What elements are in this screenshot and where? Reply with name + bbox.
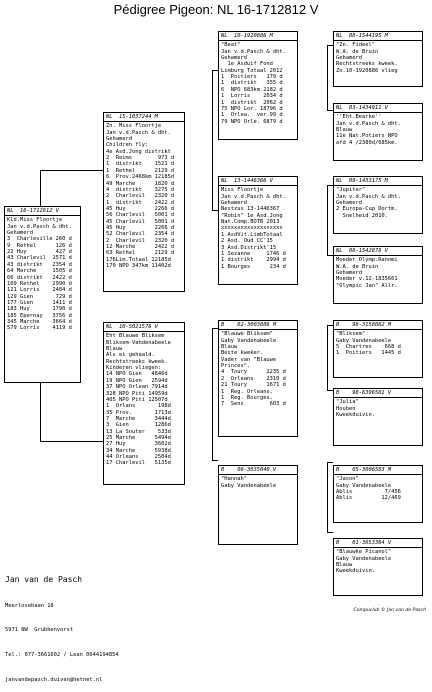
pigeon-name: Miss Floortje [221,187,264,194]
pedigree-line: 25 Marche 5494d [106,434,171,441]
pedigree-line: Zn.10-1920886 vlieg [336,67,398,74]
pedigree-line: 43 Charlevil 1571 d [7,255,72,262]
pedigree-line: W.A. de Bruin [336,48,379,55]
pedigree-line: "Robin" 1e Asd.Jong [221,212,283,219]
pedigree-line: 1 Reg. Orleans. [221,388,273,395]
owner-name: Jan van de Pasch [5,575,83,585]
pedigree-line: Gehamerd [221,55,247,62]
pigeon-name: "Bliksem" [336,331,366,338]
pedigree-line: Ablis 7/456 [336,489,401,496]
pedigree-line: 45 Huy 2266 d [106,224,175,231]
pigeon-name: "Jupiter" [336,187,366,194]
connector-line [327,45,328,110]
pedigree-line: Beste kweker. [221,350,264,357]
pedigree-line: 27 Huy 3602d [106,441,171,448]
ring-number: NL 08-1544195 M [334,33,422,41]
pedigree-line: 405 NPO Piti 12507d [106,396,168,403]
pedigree-line: 3 Gien 1286d [106,422,171,429]
pedigree-line: "Olympic Jan" Allr. [336,282,398,289]
pedigree-line: 1 Poitiers 1445 d [336,350,401,357]
pedigree-line: Blauw [336,127,353,134]
pedigree-line: Gehamerd [336,200,362,207]
pedigree-line: Bliksem-Vandenabeele [106,339,171,346]
owner-info [5,558,119,692]
pedigree-line: Blauw [106,346,123,353]
pedigree-line: 121 Lorris 2404 d [7,287,72,294]
sire-dam-dam-card [333,246,423,304]
pigeon-name: Moeder Olymp.Ranomi [336,257,398,264]
pedigree-line: 6 NPO 683km 2182 d [221,86,283,93]
pedigree-line: 35 Prov. 1713d [106,409,171,416]
pedigree-line: Nat.Comp.BOTB 2013 [221,219,280,226]
pedigree-line: Jan v.d.Pasch & dht. [221,193,286,200]
dam-dam-dam-card [333,538,423,596]
pedigree-line: 1 Sezanne 1746 d [221,250,286,257]
dam-card [103,322,185,485]
pigeon-name: "Blauwe Bliksem" [221,331,273,338]
pedigree-line: Moeder v.12-1835661 [336,276,398,283]
connector-line [40,383,41,441]
pedigree-line: 1 distrikt 2994 d [221,257,286,264]
pedigree-line: 1 Reg. Bourges. [221,394,273,401]
pigeon-name: ''Eht.Bearke'' [336,114,382,121]
sire-dam-sire-card [333,176,423,234]
ring-number: NL 03-1434911 V [334,105,422,113]
owner-address: Meerlosebaan 18 [5,602,54,609]
pedigree-line: 12 Marche 2422 d [106,243,175,250]
page-title: Pédigree Pigeon: NL 16-1712812 V [113,2,319,17]
pedigree-line: 3 Asd.Distrikt'15 [221,244,277,251]
pedigree-line: 43 distrikt 2354 d [7,261,72,268]
pedigree-line: 2 Orleans 2310 d [221,375,286,382]
pedigree-line: Houben [336,405,356,412]
pedigree-line: 49 Marche 1820 d [106,180,175,187]
pedigree-line: 9 Rethel 126 d [7,242,72,249]
pedigree-line: 1 distrikt 1521 d [106,161,175,168]
pedigree-line: 1 Orlans 198d [106,403,171,410]
pedigree-line: W.A. de Bruin [336,263,379,270]
pedigree-line: Gehamerd [7,230,33,237]
dam-sire-card [218,320,298,437]
pedigree-line: 1 AsdVit.LimbTotaal [221,231,283,238]
pedigree-line: Jan v.d.Pasch & dht. [106,129,171,136]
pigeon-name: "Hannah" [221,476,247,483]
pedigree-line: 1e Asduif Fond [221,61,273,68]
pedigree-line: Gaby Vandenabeele [336,482,392,489]
connector-line [212,460,218,461]
connector-line [327,185,328,255]
pedigree-line: Rechtstreeks kweek. [106,358,168,365]
owner-email: janvandepasch.duiven@hetnet.nl [5,676,103,683]
owner-phone: Tel.: 077-3661602 / Lean 0644194854 [5,652,119,659]
pedigree-line: 44 Orleans 2504d [106,453,171,460]
pedigree-line: Jan v.d.Pasch & dht. [221,48,286,55]
pedigree-line: 56 Charlevil 5001 d [106,212,175,219]
pigeon-name: "Blauwke Picanol" [336,549,392,556]
pigeon-name: "Beat" [221,42,241,49]
connector-line [327,462,328,532]
pedigree-line: 7 Sens 603 d [221,401,286,408]
pedigree-line: 45 Charlevil 5001 d [106,218,175,225]
pedigree-line: 7 Marche 3444d [106,415,171,422]
pedigree-line: Limburg Totaal 2012 [221,67,283,74]
pedigree-line: 579 Lorris 4119 d [7,325,72,332]
pedigree-line: Kinderen vliegen: [106,365,162,372]
pedigree-line: 79 NPO Orle. 6879 d [221,118,283,125]
pedigree-line: 1 distrikt 355 d [221,80,283,87]
ring-number: B 98-3158062 M [334,322,422,330]
pedigree-line: Als ei gehaald. [106,352,155,359]
ring-number: NL 10-1920886 M [219,33,297,41]
pedigree-line: 1 Bourges 234 d [221,263,286,270]
pedigree-line: 176Lim.Totaal 12185d [106,256,171,263]
ring-number: NL 13-1446366 V [219,178,297,186]
pedigree-line: 1 distrikt 2062 d [221,99,283,106]
pedigree-line: 3 Charleville 260 d [7,236,72,243]
pedigree-line: Princes". [221,363,251,370]
pigeon-name: Zn. Miss Floortje [106,123,162,130]
pedigree-line: 183 Huy 1790 d [7,306,72,313]
sire-card [103,112,185,292]
pedigree-line: Snelheid 2010. [336,212,388,219]
pedigree-line: Gaby Vandenabeele [336,337,392,344]
connector-line [40,441,103,442]
ring-number: B 01-3053364 V [334,540,422,548]
pedigree-line: 75 NPO Lor. 18796 d [221,105,283,112]
connector-line [40,170,41,206]
pedigree-line: 21 Toury 1671 d [221,382,286,389]
pedigree-line: 13 La Souter 533d [106,428,171,435]
pedigree-line: 1 distrikt 2422 d [106,199,175,206]
pedigree-line: 177 Gien 1411 d [7,299,72,306]
ring-number: NL 09-1433175 M [334,178,422,186]
pedigree-line: 66 distrikt 2422 d [7,274,72,281]
pedigree-line: Gehamerd [221,200,247,207]
dam-sire-sire-card [333,320,423,378]
pedigree-line: Vader van "Blauwe [221,356,277,363]
pedigree-line: Jan v.d.Pasch & dht. [336,193,401,200]
ring-number: B 08-3035040 V [219,467,297,475]
pedigree-line: Kweekduivin. [336,412,375,419]
footer-credit: Compuclub © Jan van de Pasch [353,608,426,613]
pedigree-line: 63 Rethel 2129 d [106,250,175,257]
pedigree-line: 52 Charlevil 2354 d [106,231,175,238]
pedigree-line: 11e Nat.Potiers NPO [336,133,398,140]
pedigree-line: Jan v.d.Pasch & dht. [336,120,401,127]
sire-sire-card [218,31,298,140]
sire-sire-dam-card [333,103,423,161]
pedigree-line: 2 Europa-Cup Dortm. [336,206,398,213]
pedigree-line: Ablis 12/469 [336,495,401,502]
pedigree-line: 328 NPO Piti 14959d [106,390,168,397]
pedigree-line: 1 Rethel 2129 d [106,167,175,174]
pedigree-line: 22 Huy 427 d [7,249,72,256]
pedigree-line: 64 Marche 1505 d [7,268,72,275]
pedigree-line: Gehamerd [336,55,362,62]
pedigree-line: 5 Chartres 668 d [336,344,401,351]
pedigree-line: 17 Charlevil 5135d [106,460,171,467]
pedigree-line: 6 Prov.2468km 12185d [106,174,175,181]
pedigree-line: Blauw [221,344,238,351]
dam-dam-card [218,465,298,545]
pedigree-line: 1 Orlea. ver.99 d [221,112,283,119]
ring-number: B 05-3006503 M [334,467,422,475]
pedigree-line: Nestzus 13-1446367 [221,206,280,213]
pedigree-line: Rechtstreeks kweek. [336,61,398,68]
connector-line [212,328,213,460]
pedigree-line: 1 Poitiers 179 d [221,74,283,81]
pedigree-line: Gaby Vandenabeele [221,337,277,344]
pedigree-line: 4e Asd.Jong distrikt [106,148,171,155]
subject-pigeon-card [4,206,81,383]
pedigree-line: 2 Charlevil 2320 d [106,237,175,244]
pedigree-line: Jan v.d.Pasch & dht. [7,223,72,230]
pedigree-line: 2 Charlevil 2320 d [106,193,175,200]
pedigree-line: 4 Toury 2235 d [221,369,286,376]
pedigree-line: afd 4 /2380d/685km. [336,139,398,146]
connector-line [212,70,213,210]
connector-line [327,325,328,390]
connector-line [327,532,333,533]
dam-dam-sire-card [333,465,423,523]
pedigree-line: Blauw [336,562,353,569]
pedigree-line: Gehamerd [106,136,132,143]
pedigree-line: Kweekduivin. [336,568,375,575]
ring-number: NL 15-1037244 M [104,114,184,122]
pedigree-line: 2 Asd. Oud CC'15 [221,238,273,245]
pedigree-line: 4 distrikt 3275 d [106,186,175,193]
ring-number: NL 10-5021576 V [104,324,184,332]
ring-number: NL 08-1542878 V [334,248,422,256]
pedigree-line: Gaby Vandenabeele [336,555,392,562]
pedigree-line: Children fly: [106,142,149,149]
connector-line [40,170,103,171]
pigeon-name: "Zn. Fideel" [336,42,375,49]
pedigree-line: 14 NPO Gien 4846d [106,371,168,378]
pedigree-line: 1 Lorris 2034 d [221,93,283,100]
sire-sire-sire-card [333,31,423,87]
dam-sire-dam-card [333,388,423,446]
pedigree-line: 185 Epernay 3756 d [7,312,72,319]
pedigree-line: Gaby Vandenabeele [221,482,277,489]
pedigree-line: 37 NPO Orlean 7914d [106,384,168,391]
pedigree-line: 345 Marche 3664 d [7,318,72,325]
ring-number: B 02-3003886 M [219,322,297,330]
pigeon-name: Eht Blauwe Bliksem [106,333,165,340]
pedigree-line: 109 Rethel 2990 d [7,280,72,287]
pedigree-line: 34 Marche 5938d [106,447,171,454]
owner-city: 5971 NW Grubbenvorst [5,627,74,634]
ring-number: B 98-6396501 V [334,390,422,398]
sire-dam-card [218,176,298,285]
pedigree-line: xxxxxxxxxxxxxxxxxxx [221,225,283,232]
ring-number: NL 16-1712812 V [5,208,80,216]
pedigree-line: 129 Gien 729 d [7,293,72,300]
pedigree-line: 2 Reims 973 d [106,155,175,162]
pigeon-name: "Jason" [336,476,359,483]
pigeon-name: "Julia" [336,399,359,406]
pedigree-line: 45 Huy 2266 d [106,205,175,212]
pigeon-name: Kld.Miss Floortje [7,217,63,224]
pedigree-line: Gehamerd [336,270,362,277]
pedigree-line: 19 NPO Gien 2594d [106,377,168,384]
pedigree-line: 170 NPO 347km 11402d [106,262,171,269]
